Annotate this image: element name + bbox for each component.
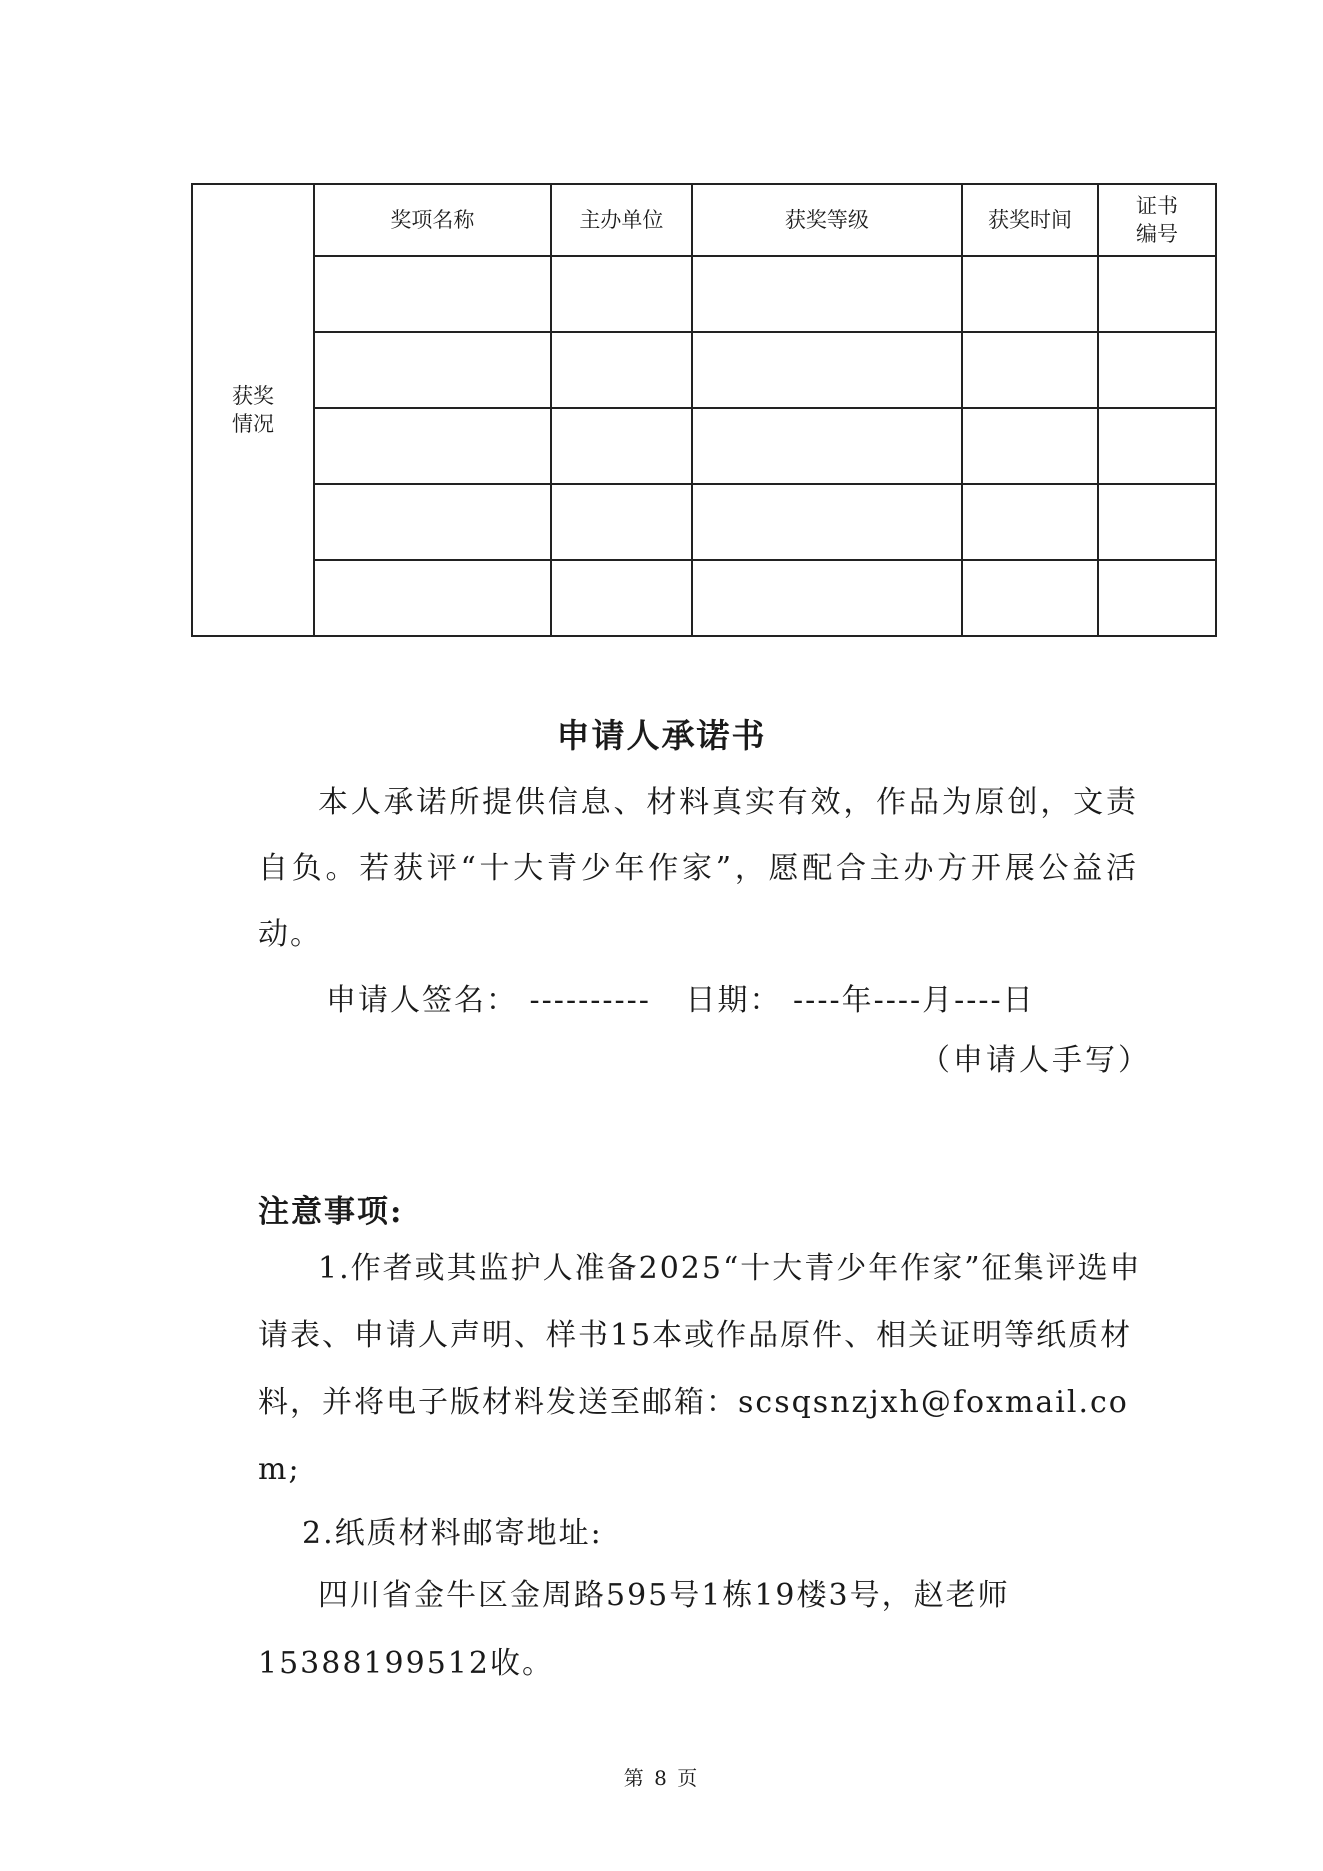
header-certificate-number-text: 证书编号: [1136, 193, 1179, 246]
award-cell[interactable]: [314, 332, 551, 408]
award-cell[interactable]: [962, 408, 1098, 484]
award-cell[interactable]: [314, 560, 551, 636]
award-cell[interactable]: [962, 484, 1098, 560]
award-cell[interactable]: [1098, 408, 1216, 484]
header-organizer: 主办单位: [551, 184, 692, 256]
notes-title: 注意事项:: [258, 1194, 404, 1230]
award-table: [191, 183, 1217, 637]
award-cell[interactable]: [314, 408, 551, 484]
award-cell[interactable]: [962, 332, 1098, 408]
award-cell[interactable]: [551, 332, 692, 408]
award-table-row: [192, 256, 1216, 332]
header-certificate-number: [1098, 184, 1216, 256]
award-cell[interactable]: [551, 408, 692, 484]
award-table-row: [192, 484, 1216, 560]
page-number: 第 8 页: [623, 1766, 700, 1790]
award-cell[interactable]: [314, 256, 551, 332]
header-award-date: 获奖时间: [962, 184, 1098, 256]
award-cell[interactable]: [551, 484, 692, 560]
award-cell[interactable]: [1098, 484, 1216, 560]
award-cell[interactable]: [692, 560, 962, 636]
award-cell[interactable]: [1098, 560, 1216, 636]
award-cell[interactable]: [1098, 332, 1216, 408]
award-table-header-row: [192, 184, 1216, 256]
award-table-row: [192, 408, 1216, 484]
award-cell[interactable]: [692, 408, 962, 484]
award-cell[interactable]: [551, 256, 692, 332]
note-item-2-label: 2.纸质材料邮寄地址:: [302, 1516, 603, 1551]
award-cell[interactable]: [1098, 256, 1216, 332]
pledge-body: 本人承诺所提供信息、材料真实有效，作品为原创，文责自负。若获评“十大青少年作家”，愿配合主办方开展公益活动。: [258, 785, 1138, 952]
header-award-name: 奖项名称: [314, 184, 551, 256]
award-cell[interactable]: [314, 484, 551, 560]
award-cell[interactable]: [551, 560, 692, 636]
award-cell[interactable]: [692, 332, 962, 408]
award-cell[interactable]: [962, 256, 1098, 332]
award-cell[interactable]: [962, 560, 1098, 636]
note-item-1: 1.作者或其监护人准备2025“十大青少年作家”征集评选申请表、申请人声明、样书15本或作品原件、相关证明等纸质材料，并将电子版材料发送至邮箱：scsqsnzjxh@foxmail.com;: [258, 1251, 1142, 1487]
award-table-row: [192, 332, 1216, 408]
header-award-level: 获奖等级: [692, 184, 962, 256]
award-row-label: [192, 184, 314, 636]
award-cell[interactable]: [692, 256, 962, 332]
pledge-title: 申请人承诺书: [556, 716, 767, 755]
handwrite-note: （申请人手写）: [920, 1043, 1151, 1078]
award-cell[interactable]: [692, 484, 962, 560]
award-table-row: [192, 560, 1216, 636]
award-row-label-text: 获奖情况: [231, 383, 274, 436]
signature-date-line: 申请人签名： ---------- 日期： ----年----月----日: [326, 983, 1035, 1018]
note-item-2-address: 四川省金牛区金周路595号1栋19楼3号，赵老师15388199512收。: [258, 1578, 1010, 1681]
